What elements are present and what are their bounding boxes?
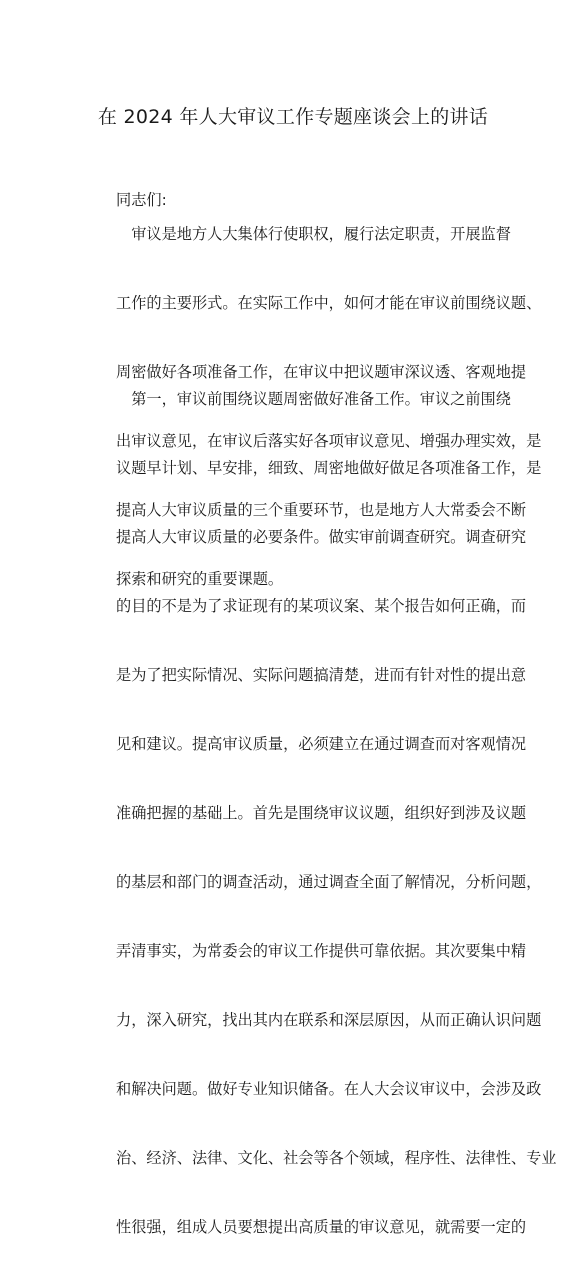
salutation-text: 同志们: <box>116 191 167 209</box>
paragraph-line: 的基层和部门的调查活动，通过调查全面了解情况，分析问题， <box>116 873 542 891</box>
paragraph-line: 力，深入研究，找出其内在联系和深层原因，从而正确认识问题 <box>116 1011 542 1029</box>
paragraph-line: 性很强，组成人员要想提出高质量的审议意见，就需要一定的 <box>116 1218 527 1236</box>
paragraph-line: 的目的不是为了求证现有的某项议案、某个报告如何正确，而 <box>116 597 527 615</box>
paragraph-line: 审议是地方人大集体行使职权，履行法定职责，开展监督 <box>116 225 511 243</box>
paragraph-line: 弄清事实，为常委会的审议工作提供可靠依据。其次要集中精 <box>116 942 527 960</box>
paragraph-line: 提高人大审议质量的三个重要环节，也是地方人大常委会不断 <box>116 501 527 519</box>
paragraph-line: 提高人大审议质量的必要条件。做实审前调查研究。调查研究 <box>116 528 527 546</box>
paragraph-line: 治、经济、法律、文化、社会等各个领域，程序性、法律性、专业 <box>116 1149 557 1167</box>
paragraph-line: 探索和研究的重要课题。 <box>116 570 284 588</box>
paragraph-line: 议题早计划、早安排，细致、周密地做好做足各项准备工作，是 <box>116 459 542 477</box>
paragraph-line: 第一，审议前围绕议题周密做好准备工作。审议之前围绕 <box>116 390 511 408</box>
paragraph-line: 是为了把实际情况、实际问题搞清楚，进而有针对性的提出意 <box>116 666 527 684</box>
paragraph-line: 见和建议。提高审议质量，必须建立在通过调查而对客观情况 <box>116 735 527 753</box>
paragraph-line: 周密做好各项准备工作，在审议中把议题审深议透、客观地提 <box>116 363 527 381</box>
paragraph-line: 出审议意见，在审议后落实好各项审议意见、增强办理实效，是 <box>116 432 542 450</box>
paragraph-line: 准确把握的基础上。首先是围绕审议议题，组织好到涉及议题 <box>116 804 527 822</box>
document-title: 在 2024 年人大审议工作专题座谈会上的讲话 <box>97 106 489 128</box>
paragraph-line: 工作的主要形式。在实际工作中，如何才能在审议前围绕议题、 <box>116 294 542 312</box>
paragraph-2 <box>116 342 557 1285</box>
paragraph-line: 和解决问题。做好专业知识储备。在人大会议审议中，会涉及政 <box>116 1080 542 1098</box>
